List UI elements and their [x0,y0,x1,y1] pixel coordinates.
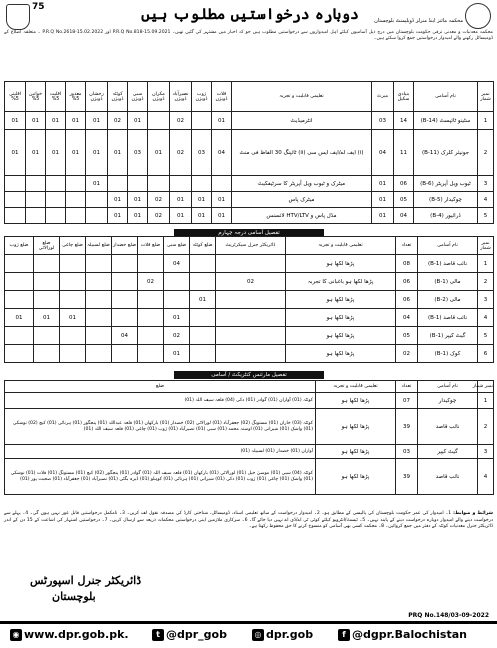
footer-instagram[interactable]: ◎ dpr.gob [252,628,313,641]
quota-cell: 01 [26,112,46,130]
quota-cell: 01 [128,208,148,224]
table-row [5,112,494,130]
intro-paragraph: محکمہ معدنیات و معدنی ترقی حکومت بلوچستان میں درج ذیل آسامیوں کیلئے اہل امیدواروں سے درخواستیں مطلوب ہیں جو کہ اخبار میں مشتہر کی گئیں تھیں۔ P.R.Q No.818-15.09.2021 اور P.R.Q No.2618-15.02.2022 ۔ متعلقہ اضلاع کے ڈومیسائل رکھنے والے امیدوار درخواستیں جمع کروا سکتے ہیں۔ [4,30,493,42]
district-list-cell: آواران (01) خضدار (01) لسبیلہ (01) [5,445,316,459]
quota-cell [66,208,86,224]
ad-title: دوبارہ درخواستیں مطلوب ہیں [141,5,359,23]
count-cell: 39 [396,459,418,495]
quota-cell: 01 [170,208,192,224]
serial-cell: 3 [478,291,494,309]
table2-header-cell: ضلع سبی [164,237,190,255]
district-cell [5,273,34,291]
qualification-cell: پڑھا لکھا ہو [286,327,396,345]
conditions-text [4,511,493,531]
table1-header-cell: معذور 5% [66,82,86,112]
serial-cell: 4 [478,309,494,327]
quota-cell [192,112,212,130]
post-cell: مالی (B-1) [418,273,478,291]
post-cell: گیٹ کیپر (B-1) [418,327,478,345]
district-list-cell: کوئٹہ (03) خاران (01) مستونگ (02) جعفرآباد (01) لورالائی (02) خضدار (01) بارکھان (01) قلعہ عبداللہ (01) پنجگور (01) ہرنائی (01) کیچ (02) نوشکی (01) واشک (01) شیرانی (01) اوستہ محمد (01) سبی (01) نصیرآباد (01) ژوب (01) چاغی (01) قلعہ سیف اللہ (01) [5,409,316,445]
quota-cell [5,192,26,208]
district-cell [86,309,112,327]
qualification-cell: پڑھا لکھا ہو [316,393,396,409]
quota-cell [5,208,26,224]
table1-header-cell: خواتین 5% [26,82,46,112]
quota-cell: 01 [66,130,86,176]
post-cell: نائب قاصد (B-1) [418,309,478,327]
qualification-cell: انٹرمیڈیٹ [232,112,372,130]
table2-header-cell: ضلع لورالائی [34,237,60,255]
quota-cell [108,176,128,192]
table1-header-cell: بنیادی سکیل [394,82,414,112]
table1-header-cell: مکران ڈویژن [148,82,170,112]
count-cell: 05 [396,327,418,345]
quota-cell [26,208,46,224]
quota-cell: 01 [212,192,232,208]
district-cell [164,291,190,309]
quota-cell [26,192,46,208]
footer-facebook[interactable]: f @dgpr.Balochistan [338,628,467,641]
prq-number: PRQ No.148/03-09-2022 [408,612,489,619]
quota-cell: 01 [212,208,232,224]
district-cell [138,345,164,363]
bps-cell: 11 [394,130,414,176]
table2-header-cell: ضلع ژوب [5,237,34,255]
district-cell [86,255,112,273]
table3-header-cell: تعلیمی قابلیت و تجربہ [316,381,396,393]
quota-cell: 01 [26,130,46,176]
quota-cell [46,176,66,192]
table1-header-cell: قلات ڈویژن [212,82,232,112]
qualification-cell: میٹرک پاس [232,192,372,208]
table2-header-cell: تعلیمی قابلیت و تجربہ [286,237,396,255]
district-cell [190,327,216,345]
quota-cell: 02 [170,130,192,176]
serial-cell: 4 [478,192,494,208]
district-cell [216,291,286,309]
district-cell [216,345,286,363]
district-cell [138,255,164,273]
quota-cell: 01 [192,192,212,208]
globe-icon: ◉ [10,629,22,641]
table2-header-cell: نمبر شمار [478,237,494,255]
district-cell: 04 [112,327,138,345]
table1-header-cell: میرٹ [372,82,394,112]
post-cell: کوک (B-1) [418,345,478,363]
quota-cell [128,176,148,192]
district-cell [5,255,34,273]
post-cell: جونیئر کلرک (B-11) [414,130,478,176]
instagram-icon: ◎ [252,629,264,641]
count-cell: 07 [396,393,418,409]
merit-cell: 01 [372,192,394,208]
quota-cell [26,176,46,192]
signature-province: بلوچستان [52,590,96,603]
district-cell [216,255,286,273]
district-cell [112,273,138,291]
district-cell [60,327,86,345]
count-cell: 39 [396,409,418,445]
post-cell: ٹیوب ویل آپریٹر (B-6) [414,176,478,192]
merit-cell: 04 [372,130,394,176]
district-cell: 02 [138,273,164,291]
table-row [5,309,494,327]
quota-cell: 02 [148,208,170,224]
district-cell: 02 [164,327,190,345]
district-cell: 01 [34,309,60,327]
quota-cell: 01 [148,130,170,176]
merit-cell: 03 [372,112,394,130]
serial-cell: 3 [478,176,494,192]
merit-cell: 01 [372,176,394,192]
district-cell [34,291,60,309]
serial-cell: 1 [478,255,494,273]
table-row [5,393,494,409]
quota-cell [46,192,66,208]
serial-cell: 5 [478,327,494,345]
qualification-cell: پڑھا لکھا ہو باغبانی کا تجربہ [286,273,396,291]
table2-header-cell: تعداد [396,237,418,255]
table-row [5,208,494,224]
post-cell: ڈرائیور (B-4) [414,208,478,224]
table1-header-cell: اقلیت 5% [46,82,66,112]
count-cell: 02 [396,345,418,363]
qualification-cell: پڑھا لکھا ہو [316,459,396,495]
table2-header-cell: ضلع قلات [138,237,164,255]
serial-cell: 3 [478,445,494,459]
footer-twitter[interactable]: t @dpr_gob [152,628,227,641]
table2-header-cell: ضلع خضدار [112,237,138,255]
table1-header-cell: نمبر شمار [478,82,494,112]
quota-cell: 01 [108,208,128,224]
bps-cell: 05 [394,192,414,208]
quota-cell: 01 [108,130,128,176]
footer-website[interactable]: ◉ www.dpr.gob.pk. [10,628,129,641]
twitter-icon: t [152,629,164,641]
district-cell: 01 [5,309,34,327]
facebook-icon: f [338,629,350,641]
post-cell: نائب قاصد [418,409,478,445]
table2-header-cell: ضلع چاغی [60,237,86,255]
count-cell: 03 [396,445,418,459]
table-row [5,255,494,273]
post-cell: نائب قاصد [418,459,478,495]
district-cell [5,345,34,363]
district-cell [216,327,286,345]
district-cell [34,255,60,273]
table1-header-cell: ژوب ڈویژن [192,82,212,112]
count-cell: 08 [396,255,418,273]
post-cell: چوکیدار [418,393,478,409]
district-list-cell: کوئٹہ (01) آواران (01) گوادر (01) دکی (04) قلعہ سیف اللہ (01) [5,393,316,409]
district-cell [112,345,138,363]
table-row [5,192,494,208]
govt-balochistan-logo [6,4,30,30]
merit-cell: 01 [372,208,394,224]
qualification-cell: پڑھا لکھا ہو [286,255,396,273]
conditions-body: 1۔ امیدوار کی عمر حکومت بلوچستان کی پالیسی کے مطابق ہو۔ 2۔ امیدوار درخواست کے ساتھ تعلیمی اسناد، ڈومیسائل، شناختی کارڈ کی مصدقہ نقول لف کریں۔ 3۔ نامکمل درخواستیں قابل غور نہیں ہوں گی۔ 4۔ پہلے سے درخواست دینے والے امیدوار دوبارہ درخواست دینے کے پابند نہیں۔ 5۔ ٹیسٹ/انٹرویو کیلئے کوئی ٹی اے/ڈی اے نہیں دیا جائے گا۔ 6۔ سرکاری ملازمین اپنی درخواستیں محکمانہ ذریعہ سے ارسال کریں۔ 7۔ درخواستیں اشتہار کی اشاعت کے 15 دن کے اندر ڈائریکٹر جنرل معدنیات کوئٹہ کے دفتر میں جمع کروائیں۔ 8۔ محکمہ کسی بھی آسامی کو منسوخ کرنے کا حق محفوظ رکھتا ہے۔ [4,511,494,529]
serial-cell: 4 [478,459,494,495]
table3-header-cell: ضلع [5,381,316,393]
district-cell: 01 [190,291,216,309]
district-cell [60,273,86,291]
table1-header-cell: نصیرآباد ڈویژن [170,82,192,112]
district-cell [60,345,86,363]
district-cell [164,273,190,291]
table-row [5,459,494,495]
district-cell [86,327,112,345]
quota-cell: 02 [170,112,192,130]
district-cell [5,327,34,345]
table2-header-cell: ڈائریکٹر جنرل سیکرٹریٹ [216,237,286,255]
district-cell [112,291,138,309]
table3-header-cell: تعداد [396,381,418,393]
table3-header-cell: نام آسامی [418,381,478,393]
quota-cell [66,192,86,208]
post-cell: مالی (B-2) [418,291,478,309]
district-cell [138,291,164,309]
count-cell: 04 [396,309,418,327]
serial-cell: 2 [478,273,494,291]
quota-cell [46,208,66,224]
serial-cell: 2 [478,130,494,176]
count-cell: 06 [396,273,418,291]
table1-header-cell: نام آسامی [414,82,478,112]
table3-header-cell: نمبر شمار [478,381,494,393]
district-cell [34,273,60,291]
table-row [5,130,494,176]
district-cell [86,273,112,291]
bps-cell: 14 [394,112,414,130]
qualification-cell: (i) ایف اے/ایف ایس سی (ii) ٹائپنگ 30 الفاظ فی منٹ [232,130,372,176]
table-posts-contract [4,380,494,495]
table-posts-grade4 [4,236,494,363]
district-cell [138,309,164,327]
bps-cell: 04 [394,208,414,224]
table-row [5,291,494,309]
district-cell [112,309,138,327]
quota-cell: 01 [66,112,86,130]
quota-cell: 03 [128,130,148,176]
district-cell: 01 [60,309,86,327]
district-cell [190,309,216,327]
serial-cell: 2 [478,409,494,445]
quota-cell: 02 [148,192,170,208]
qualification-cell: میٹرک و ٹیوب ویل آپریٹر کا سرٹیفکیٹ [232,176,372,192]
district-cell: 01 [164,309,190,327]
serial-cell: 1 [478,393,494,409]
district-cell [190,273,216,291]
district-cell [190,255,216,273]
quota-cell [148,176,170,192]
quota-cell: 01 [170,192,192,208]
department-logo [465,3,491,29]
table-posts-main [4,81,494,224]
post-cell: نائب قاصد (B-1) [418,255,478,273]
district-cell [138,327,164,345]
district-cell [34,327,60,345]
district-cell [86,345,112,363]
table2-header-cell: ضلع کوئٹہ [190,237,216,255]
district-cell: 04 [164,255,190,273]
quota-cell: 01 [86,176,108,192]
quota-cell [86,208,108,224]
table-row [5,445,494,459]
table-row [5,345,494,363]
district-cell [5,291,34,309]
quota-cell: 02 [108,112,128,130]
anniversary-mark: 75 [32,2,45,12]
quota-cell: 03 [192,130,212,176]
quota-cell: 04 [212,130,232,176]
conditions-title: شرائط و ضوابط: [453,511,493,516]
qualification-cell: پڑھا لکھا ہو [316,409,396,445]
quota-cell [212,176,232,192]
quota-cell [148,112,170,130]
quota-cell: 01 [46,112,66,130]
quota-cell [86,192,108,208]
district-cell [86,291,112,309]
qualification-cell: پڑھا لکھا ہو [286,291,396,309]
table1-header-cell: سبی ڈویژن [128,82,148,112]
district-cell [34,345,60,363]
district-list-cell: کوئٹہ (04) سبی (01) موسیٰ خیل (01) لورالائی (01) بارکھان (01) قلعہ سیف اللہ (01) گوادر (01) پنجگور (02) کیچ (01) مستونگ (01) قلات (01) نوشکی (01) واشک (01) چاغی (01) ژوب (01) دکی (01) شیرانی (01) ہرنائی (01) کوہلو (01) ڈیرہ بگٹی (01) نصیرآباد (01) جعفرآباد (01) صحبت پور (01) [5,459,316,495]
table1-header-cell: اقلیتی 5% [5,82,26,112]
district-cell: 01 [164,345,190,363]
quota-cell [66,176,86,192]
serial-cell: 6 [478,345,494,363]
district-cell [60,291,86,309]
table-row [5,273,494,291]
quota-cell [192,176,212,192]
quota-cell: 01 [192,208,212,224]
post-cell: سٹینو ٹائپسٹ (B-14) [414,112,478,130]
table2-header-cell: ضلع لسبیلہ [86,237,112,255]
table-row [5,176,494,192]
qualification-cell: مڈل پاس و HTV/LTV لائسنس [232,208,372,224]
quota-cell [170,176,192,192]
serial-cell: 5 [478,208,494,224]
quota-cell: 01 [108,192,128,208]
serial-cell: 1 [478,112,494,130]
qualification-cell: پڑھا لکھا ہو [286,309,396,327]
district-cell [60,255,86,273]
qualification-cell: پڑھا لکھا ہو [316,445,396,459]
count-cell: 06 [396,291,418,309]
table1-header-cell: رخشان ڈویژن [86,82,108,112]
quota-cell [5,176,26,192]
bps-cell: 06 [394,176,414,192]
district-cell [190,345,216,363]
qualification-cell: پڑھا لکھا ہو [286,345,396,363]
quota-cell: 01 [46,130,66,176]
table-row [5,327,494,345]
quota-cell: 01 [128,112,148,130]
post-cell: گیٹ کیپر [418,445,478,459]
table1-header-cell: تعلیمی قابلیت و تجربہ [232,82,372,112]
district-cell [216,309,286,327]
section-band-3: تفصیل مارئنس کنٹریکٹ / آسامی [4,371,493,379]
footer-bar [0,621,497,648]
quota-cell: 01 [5,112,26,130]
district-cell [112,255,138,273]
district-cell: 02 [216,273,286,291]
section-band-2: تفصیل آسامی درجہ چہارم [4,229,493,237]
quota-cell: 01 [86,130,108,176]
signature-title: ڈائریکٹر جنرل اسپورٹس [30,574,142,587]
table-row [5,409,494,445]
quota-cell: 01 [212,112,232,130]
table1-header-cell: کوئٹہ ڈویژن [108,82,128,112]
quota-cell: 01 [128,192,148,208]
quota-cell: 01 [86,112,108,130]
department-name: محکمہ مائنز اینڈ منرلز ڈویلپمنٹ بلوچستان [374,18,463,24]
quota-cell: 01 [5,130,26,176]
post-cell: چوکیدار (B-5) [414,192,478,208]
table2-header-cell: نام آسامی [418,237,478,255]
